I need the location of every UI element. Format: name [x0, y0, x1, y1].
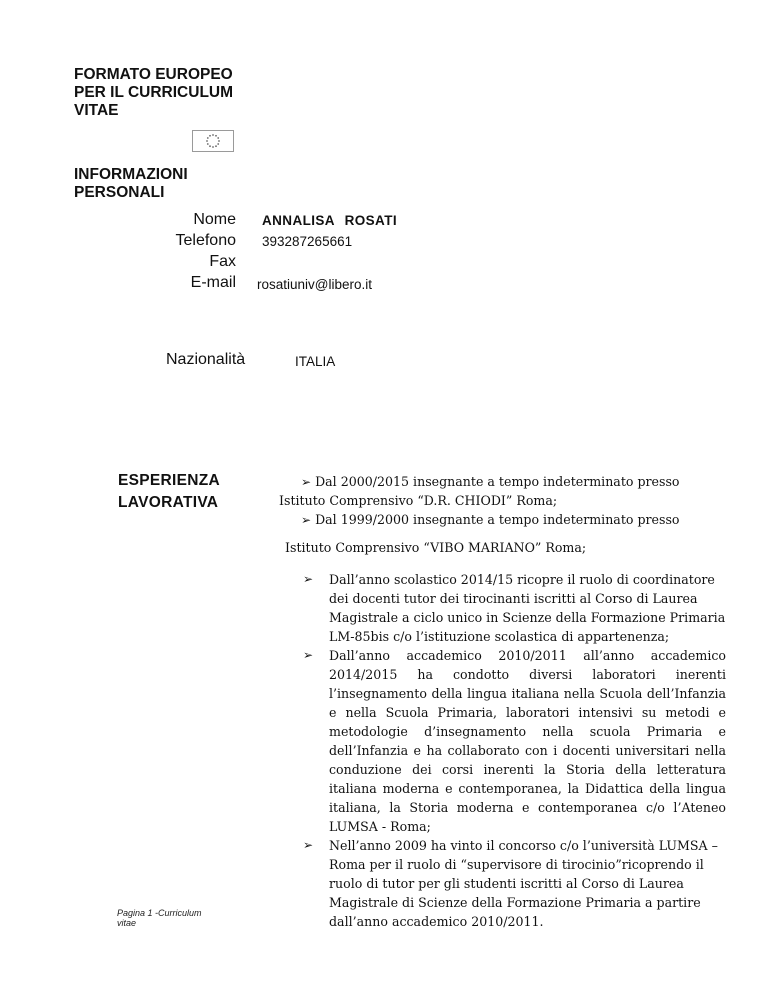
- arrow-bullet-icon: ➢: [301, 513, 312, 527]
- title-line: PER IL CURRICULUM: [74, 84, 234, 101]
- experience-list: [303, 570, 726, 931]
- title-line: VITAE: [74, 102, 119, 119]
- fax-label: Fax: [209, 253, 236, 270]
- footer-line: Pagina 1 -Curriculum: [117, 908, 202, 918]
- title-line: FORMATO EUROPEO: [74, 66, 233, 83]
- item-text: Nell’anno 2009 ha vinto il concorso c/o l’università LUMSA –Roma per il ruolo di “supervisore di tirocinio”ricoprendo il ruolo di tutor per gli studenti iscritti al Corso di Laurea Magistrale di Scienze della Formazione Primaria a partire dall’anno accademico 2010/2011.: [329, 838, 718, 929]
- phone-label: Telefono: [175, 232, 236, 249]
- item-text: Dal 2000/2015 insegnante a tempo indeterminato presso: [315, 474, 680, 489]
- list-item: [303, 836, 726, 931]
- name-label: Nome: [193, 211, 236, 228]
- personal-info-heading: [74, 166, 274, 202]
- work-experience-heading: [118, 470, 268, 514]
- item-text: Dall’anno accademico 2010/2011 all’anno accademico 2014/2015 ha condotto diversi laboratori inerenti l’insegnamento della lingua italiana nella Scuola dell’Infanzia e nella Scuola Primaria, laboratori intensivi su metodi e metodologie d’insegnamento nella scuola Primaria e dell’Infanzia e ha collaborato con i docenti universitari nella conduzione dei corsi inerenti la Storia della letteratura italiana moderna e contemporanea, la Didattica della lingua italiana, la Storia moderna e contemporanea c/o l’Ateneo LUMSA - Roma;: [329, 648, 726, 834]
- heading-line: LAVORATIVA: [118, 494, 219, 511]
- email-value: rosatiuniv@libero.it: [257, 277, 373, 292]
- list-item: [301, 510, 680, 530]
- item-text: Dal 1999/2000 insegnante a tempo indeterminato presso: [315, 512, 680, 527]
- heading-line: INFORMAZIONI: [74, 166, 188, 183]
- arrow-bullet-icon: ➢: [303, 572, 314, 586]
- footer-line: vitae: [117, 918, 137, 928]
- arrow-bullet-icon: ➢: [303, 838, 314, 852]
- arrow-bullet-icon: ➢: [303, 648, 314, 662]
- heading-line: ESPERIENZA: [118, 472, 221, 489]
- list-item: [303, 570, 726, 646]
- list-item: [301, 472, 680, 492]
- document-title: [74, 66, 294, 120]
- nationality-value: ITALIA: [295, 354, 336, 369]
- name-value: ANNALISA ROSATI: [262, 213, 397, 228]
- list-item: [303, 646, 726, 836]
- arrow-bullet-icon: ➢: [301, 475, 312, 489]
- item-text: Dall’anno scolastico 2014/15 ricopre il ruolo di coordinatore dei docenti tutor dei tirocinanti iscritti al Corso di Laurea Magistrale a ciclo unico in Scienze della Formazione Primaria LM-85bis c/o l’istituzione scolastica di appartenenza;: [329, 572, 726, 644]
- page-footer: [117, 908, 247, 928]
- eu-flag-icon: [192, 130, 234, 152]
- phone-value: 393287265661: [262, 234, 353, 249]
- item-text-continuation: Istituto Comprensivo “D.R. CHIODI” Roma;: [279, 493, 558, 508]
- nationality-label: Nazionalità: [166, 351, 246, 368]
- email-label: E-mail: [190, 274, 236, 291]
- item-text-continuation: Istituto Comprensivo “VIBO MARIANO” Roma;: [285, 540, 587, 555]
- heading-line: PERSONALI: [74, 184, 165, 201]
